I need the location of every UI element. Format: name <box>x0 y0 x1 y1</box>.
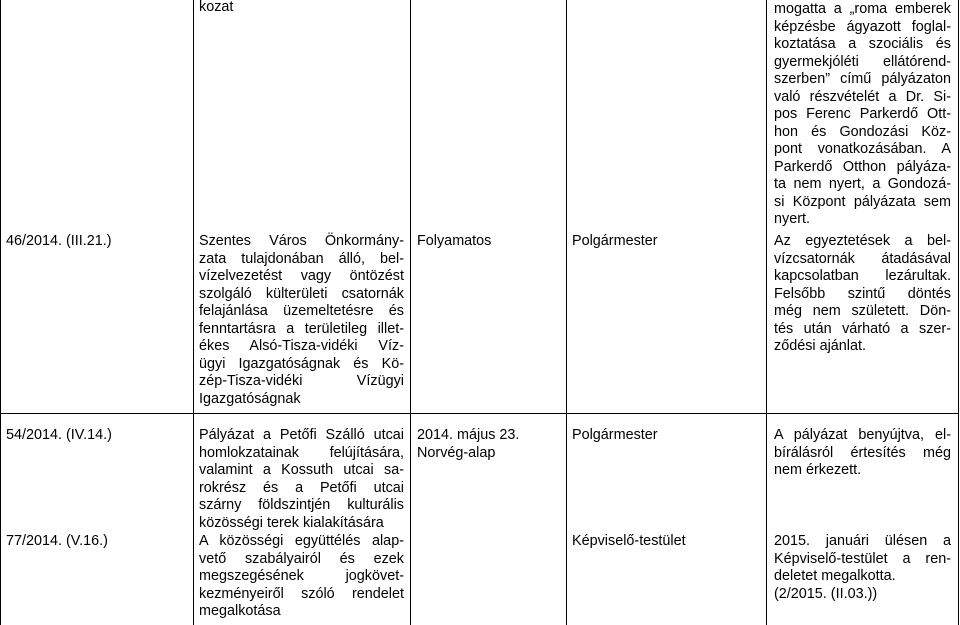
subject-line: zép-Tisza-vidéki Vízügyi <box>199 373 404 389</box>
column-divider-3 <box>566 0 567 625</box>
report-line: hon és Gondozási Köz- <box>774 123 951 140</box>
subject-cell <box>199 533 404 621</box>
report-line: deletet megalkotta. <box>774 568 896 584</box>
resolution-number: 46/2014. (III.21.) <box>6 233 112 249</box>
subject-line: kezményeiről szóló rendelet <box>199 585 404 602</box>
report-line: még nem született. Dön- <box>774 303 951 319</box>
subject-cell <box>199 233 404 408</box>
report-line: Parkerdő Otthon pályáza- <box>774 158 951 175</box>
subject-line: Szentes Város Önkormány- <box>199 233 404 249</box>
deadline-line: 2014. május 23. <box>417 427 520 443</box>
responsible-cell: Polgármester <box>572 427 658 443</box>
report-line: Képviselő-testület a ren- <box>774 550 951 567</box>
report-line: 2015. januári ülésen a <box>774 533 951 549</box>
report-line: bírálásról értesítés még <box>774 444 951 461</box>
report-line: szerben” című pályázaton <box>774 71 951 87</box>
report-cell <box>774 533 951 603</box>
subject-line: valamint a Kossuth utcai sa- <box>199 462 404 478</box>
subject-line: rokrész és a Petőfi utcai <box>199 479 404 496</box>
subject-line: zata tulajdonában álló, bel- <box>199 250 404 267</box>
report-line: gyermekjóléti ellátórend- <box>774 53 951 70</box>
subject-line: szárny földszintjén kulturális <box>199 497 404 513</box>
report-line: tés után várható a szer- <box>774 320 951 337</box>
subject-line: kozat <box>199 0 234 15</box>
report-line: nyert. <box>774 211 810 227</box>
responsible-cell: Képviselő-testület <box>572 533 686 549</box>
resolution-number: 77/2014. (V.16.) <box>6 533 108 549</box>
resolution-number: 54/2014. (IV.14.) <box>6 427 112 443</box>
subject-line: Pályázat a Petőfi Szálló utcai <box>199 427 404 443</box>
column-divider-2 <box>410 0 411 625</box>
subject-line: közösségi terek kialakítására <box>199 514 384 531</box>
report-line: vízcsatornák átadásával <box>774 250 951 267</box>
report-line: mogatta a „roma emberek <box>774 1 951 17</box>
subject-line: fenntartásra a területileg illet- <box>199 320 404 337</box>
report-line: si Központ pályázata sem <box>774 193 951 210</box>
subject-line: felajánlása üzemeltetésre és <box>199 303 404 319</box>
subject-line: szolgáló külterületi csatornák <box>199 285 404 302</box>
table-border-right <box>958 0 959 625</box>
subject-line: ékes Alsó-Tisza-vidéki Víz- <box>199 338 404 354</box>
report-line: (2/2015. (II.03.)) <box>774 585 878 602</box>
report-line: Az egyeztetések a bel- <box>774 233 951 249</box>
report-cell <box>774 427 951 480</box>
report-line: képzésbe ágyazott foglal- <box>774 18 951 35</box>
subject-line: megszegésének jogkövet- <box>199 568 404 584</box>
deadline-line: Norvég-alap <box>417 444 496 461</box>
subject-cell <box>199 0 404 17</box>
subject-line: ügyi Igazgatóságnak és Kö- <box>199 355 404 372</box>
subject-line: vető szabályairól és ezek <box>199 550 404 567</box>
report-line: kapcsolatban lezárultak. <box>774 268 951 284</box>
report-line: koztatása a szociális és <box>774 36 951 52</box>
subject-line: megalkotása <box>199 603 281 619</box>
report-line: nem érkezett. <box>774 462 862 478</box>
subject-line: A közösségi együttélés alap- <box>199 533 404 549</box>
report-line: való részvételét a Dr. Si- <box>774 88 951 105</box>
subject-line: Igazgatóságnak <box>199 390 301 407</box>
column-divider-4 <box>766 0 767 625</box>
report-line: ta nem nyert, a Gondozá- <box>774 176 951 192</box>
report-line: A pályázat benyújtva, el- <box>774 427 951 443</box>
report-line: ződési ajánlat. <box>774 338 867 354</box>
report-line: pont vonatkozásában. A <box>774 141 951 157</box>
responsible-cell: Polgármester <box>572 233 658 249</box>
report-cell <box>774 1 951 229</box>
table-border-left <box>0 0 1 625</box>
deadline-cell <box>417 427 562 462</box>
deadline-line: Folyamatos <box>417 233 492 249</box>
report-cell <box>774 233 951 356</box>
subject-line: vízelvezetést vagy öntözést <box>199 268 404 284</box>
report-line: pos Ferenc Parkerdő Ott- <box>774 106 951 122</box>
subject-line: homlokzatainak felújítására, <box>199 444 404 461</box>
deadline-cell <box>417 233 562 251</box>
column-divider-1 <box>193 0 194 625</box>
row-divider <box>0 413 959 414</box>
subject-cell <box>199 427 404 532</box>
report-line: Felsőbb szintű döntés <box>774 285 951 302</box>
